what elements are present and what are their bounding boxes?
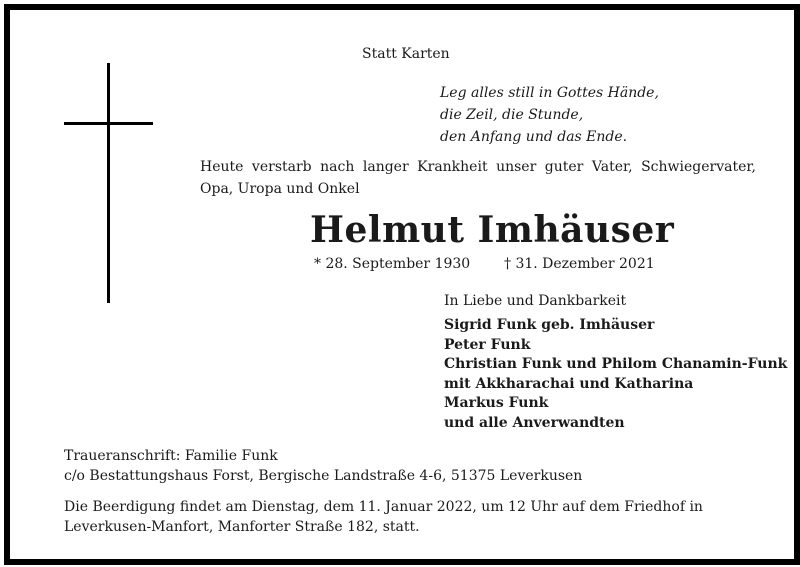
intro-text: Heute verstarb nach langer Krankheit unser guter Vater, Schwiegervater, Opa, Uropa und Onkel (200, 159, 756, 197)
obituary-notice (4, 4, 800, 565)
family-member: Christian Funk und Philom Chanamin-Funk (444, 356, 788, 372)
address-line: c/o Bestattungshaus Forst, Bergische Landstraße 4-6, 51375 Leverkusen (64, 468, 583, 484)
birth-date: * 28. September 1930 (314, 256, 471, 272)
cross-horizontal-bar (64, 122, 153, 125)
funeral-info: Die Beerdigung findet am Dienstag, dem 11. Januar 2022, um 12 Uhr auf dem Friedhof in Leverkusen-Manfort, Manforter Straße 182, statt. (64, 499, 703, 535)
header-text: Statt Karten (362, 46, 450, 62)
family-member: mit Akkharachai und Katharina (444, 375, 694, 392)
poem-line: den Anfang und das Ende. (440, 129, 628, 145)
mourning-address (64, 446, 582, 486)
death-date: † 31. Dezember 2021 (504, 256, 655, 272)
deceased-name: Helmut Imhäuser (310, 209, 675, 251)
address-line: Traueranschrift: Familie Funk (64, 448, 278, 464)
family-member: und alle Anverwandten (444, 414, 625, 431)
poem-line: Leg alles still in Gottes Hände, (440, 85, 659, 101)
poem-line: die Zeil, die Stunde, (440, 107, 584, 123)
thanks-line: In Liebe und Dankbarkeit (444, 293, 627, 309)
family-list (444, 316, 787, 433)
family-member: Peter Funk (444, 336, 531, 353)
family-member: Markus Funk (444, 395, 549, 411)
poem (440, 82, 659, 148)
cross-vertical-bar (107, 63, 110, 303)
family-member: Sigrid Funk geb. Imhäuser (444, 317, 655, 333)
